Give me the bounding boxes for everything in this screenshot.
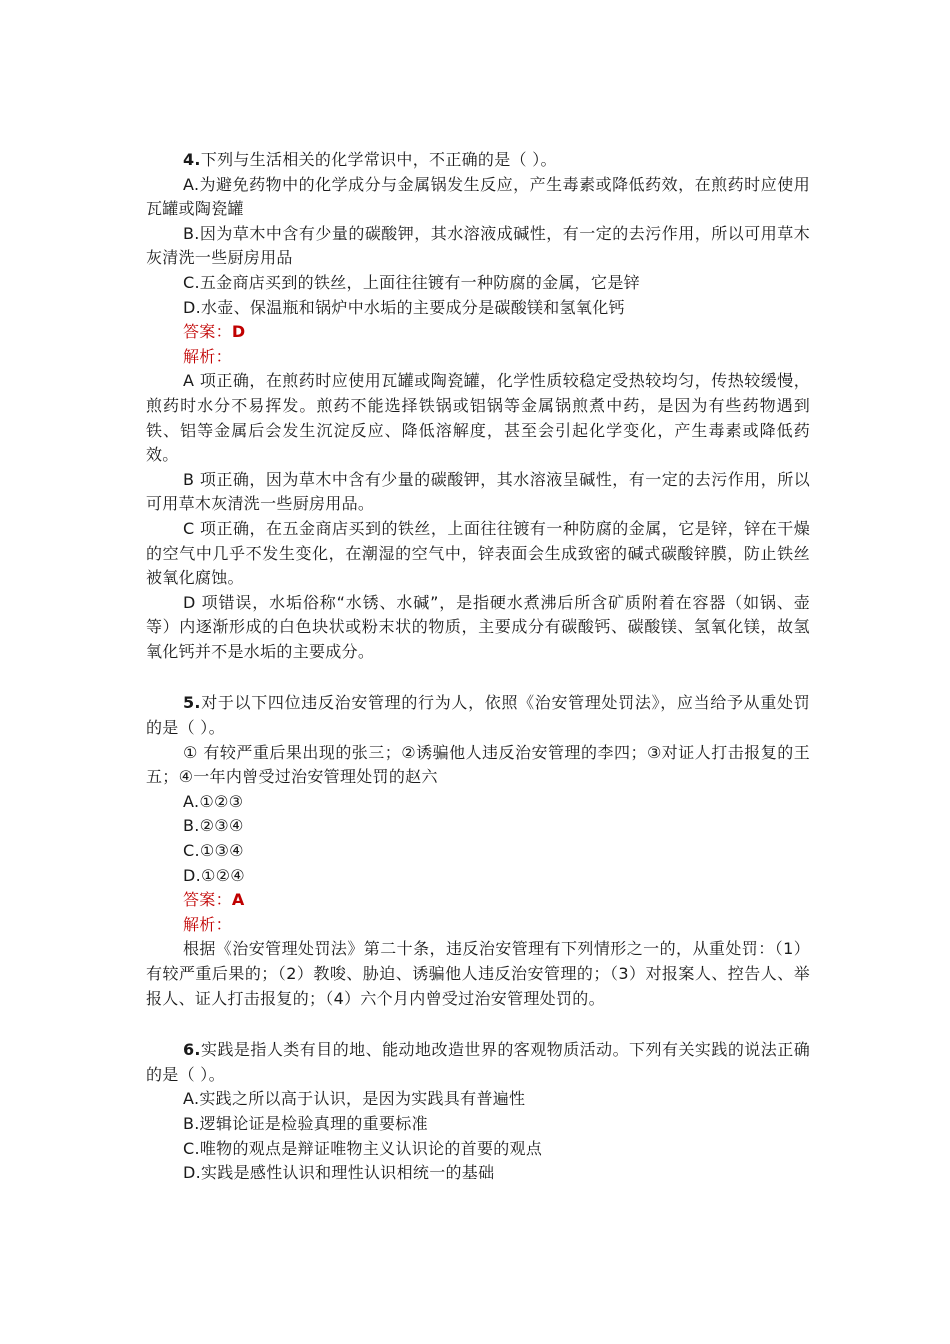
question-number: 6. <box>183 1040 201 1060</box>
option-a: A.为避免药物中的化学成分与金属锅发生反应，产生毒素或降低药效，在煎药时应使用瓦罐或陶瓷罐 <box>146 174 810 219</box>
question-stem: 4.下列与生活相关的化学常识中，不正确的是（ ）。 <box>183 150 557 169</box>
question-stem: 6.实践是指人类有目的地、能动地改造世界的客观物质活动。下列有关实践的说法正确的是（ ）。 <box>146 1040 810 1084</box>
option-a: A.实践之所以高于认识，是因为实践具有普遍性 <box>183 1089 526 1109</box>
analysis-label: 解析： <box>183 346 232 366</box>
question-4 <box>146 148 810 664</box>
question-number: 4. <box>183 150 201 169</box>
option-a: A.①②③ <box>183 791 244 811</box>
analysis-paragraph: D 项错误，水垢俗称“水锈、水碱”，是指硬水煮沸后所含矿质附着在容器（如锅、壶等）内逐渐形成的白色块状或粉末状的物质，主要成分有碳酸钙、碳酸镁、氢氧化镁，故氢氧化钙并不是水垢的主要成分。 <box>146 592 810 661</box>
analysis-paragraph: A 项正确，在煎药时应使用瓦罐或陶瓷罐，化学性质较稳定受热较均匀，传热较缓慢，煎药时水分不易挥发。煎药不能选择铁锅或铝锅等金属锅煎煮中药，是因为有些药物遇到铁、铝等金属后会发生沉淀反应、降低溶解度，甚至会引起化学变化，产生毒素或降低药效。 <box>146 371 810 465</box>
option-b: B.②③④ <box>183 816 244 836</box>
option-d: D.①②④ <box>183 865 245 885</box>
option-d: D.实践是感性认识和理性认识相统一的基础 <box>183 1163 495 1183</box>
analysis-label: 解析： <box>183 914 232 934</box>
question-6 <box>146 1038 810 1186</box>
analysis-paragraph: 根据《治安管理处罚法》第二十条，违反治安管理有下列情形之一的，从重处罚：（1）有较严重后果的；（2）教唆、胁迫、诱骗他人违反治安管理的；（3）对报案人、控告人、举报人、证人打击报复的；（4）六个月内曾受过治安管理处罚的。 <box>146 939 810 1008</box>
option-c: C.①③④ <box>183 841 244 861</box>
option-c: C.唯物的观点是辩证唯物主义认识论的首要的观点 <box>183 1138 543 1158</box>
question-5 <box>146 691 810 1011</box>
question-number: 5. <box>183 693 201 713</box>
question-context: ① 有较严重后果出现的张三；②诱骗他人违反治安管理的李四；③对证人打击报复的王五；④一年内曾受过治安管理处罚的赵六 <box>146 742 810 787</box>
analysis-paragraph: B 项正确，因为草木中含有少量的碳酸钾，其水溶液呈碱性，有一定的去污作用，所以可用草木灰清洗一些厨房用品。 <box>146 469 810 514</box>
answer: 答案：D <box>183 322 246 342</box>
question-stem: 5.对于以下四位违反治安管理的行为人，依照《治安管理处罚法》，应当给予从重处罚的是（ ）。 <box>146 693 810 738</box>
analysis-paragraph: C 项正确，在五金商店买到的铁丝，上面往往镀有一种防腐的金属，它是锌，锌在干燥的空气中几乎不发生变化，在潮湿的空气中，锌表面会生成致密的碱式碳酸锌膜，防止铁丝被氧化腐蚀。 <box>146 518 810 588</box>
document-page <box>146 148 810 1213</box>
answer-value: A <box>231 890 245 910</box>
answer-value: D <box>231 322 246 342</box>
answer: 答案：A <box>183 890 245 910</box>
option-c: C.五金商店买到的铁丝，上面往往镀有一种防腐的金属，它是锌 <box>183 272 640 292</box>
option-b: B.因为草木中含有少量的碳酸钾，其水溶液成碱性，有一定的去污作用，所以可用草木灰清洗一些厨房用品 <box>146 223 810 268</box>
option-b: B.逻辑论证是检验真理的重要标准 <box>183 1113 428 1133</box>
option-d: D.水壶、保温瓶和锅炉中水垢的主要成分是碳酸镁和氢氧化钙 <box>183 297 625 317</box>
